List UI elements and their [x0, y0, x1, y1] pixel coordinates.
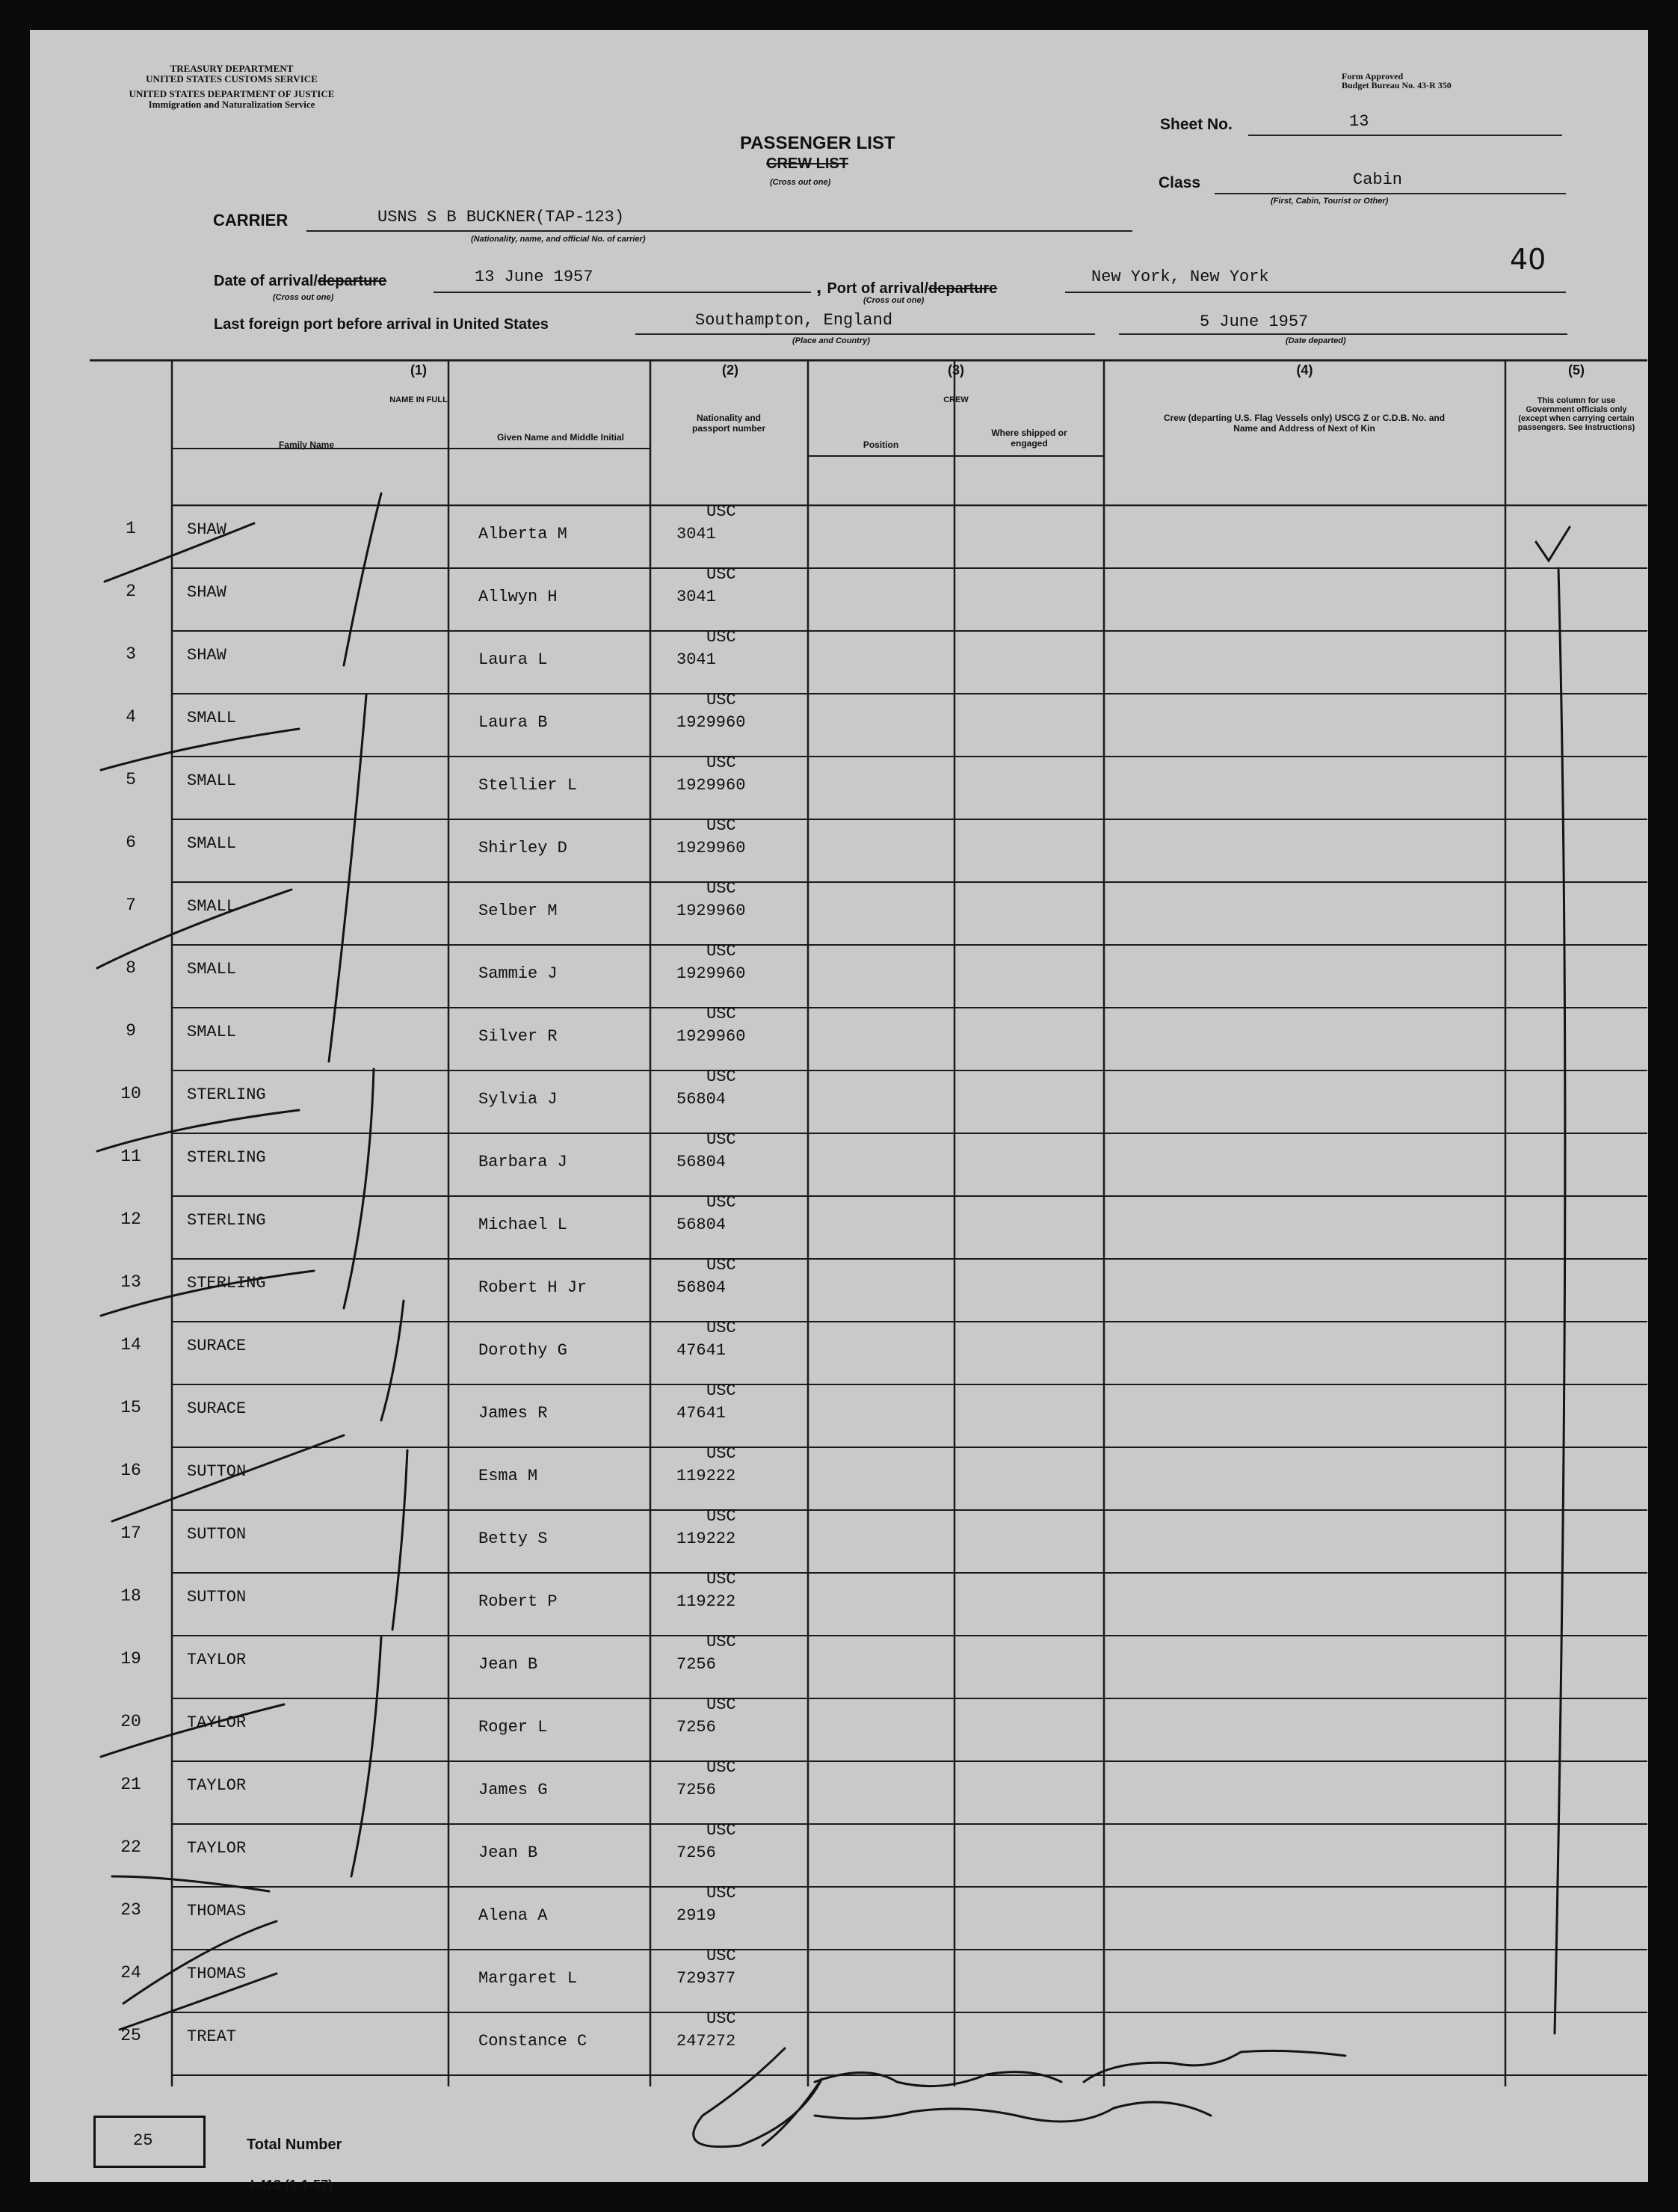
nationality: USC — [706, 1381, 736, 1400]
signature-stroke-1 — [694, 2048, 822, 2147]
passport-number: 2919 — [676, 1906, 716, 1925]
family-name: SMALL — [187, 1023, 237, 1041]
family-name: SURACE — [187, 1337, 247, 1355]
row-number: 17 — [120, 1524, 141, 1543]
family-name: SMALL — [187, 960, 237, 979]
passport-number: 56804 — [676, 1153, 727, 1171]
col-family-name: Family Name — [278, 440, 335, 450]
given-name: Sammie J — [478, 964, 558, 983]
family-name: SUTTON — [187, 1462, 247, 1481]
passport-number: 3041 — [676, 525, 716, 543]
tick-mark-14 — [101, 1271, 314, 1316]
last-port-label: Last foreign port before arrival in United States — [214, 316, 549, 333]
col2-number: (2) — [722, 363, 738, 378]
port-caption: (Cross out one) — [863, 296, 925, 305]
family-name: TAYLOR — [187, 1839, 247, 1858]
nationality: USC — [706, 1193, 736, 1212]
row-number: 15 — [120, 1398, 141, 1417]
given-name: Betty S — [478, 1529, 548, 1548]
family-name: SMALL — [187, 771, 237, 790]
given-name: Constance C — [478, 2032, 587, 2051]
passport-number: 47641 — [676, 1341, 727, 1360]
family-name: STERLING — [187, 1274, 266, 1293]
col5-vertical-line — [1555, 568, 1565, 2033]
col5-sub: This column for use Government officials only (except when carrying certain passengers. See Instructions) — [1517, 396, 1635, 432]
row-number: 13 — [120, 1272, 141, 1292]
agency-line-2: UNITED STATES CUSTOMS SERVICE — [146, 73, 318, 84]
col-position: Position — [863, 440, 899, 450]
given-name: Laura L — [478, 650, 548, 669]
given-name: Dorothy G — [478, 1341, 567, 1360]
nationality: USC — [706, 628, 736, 647]
form-title-struck: CREW LIST — [766, 155, 848, 172]
row-number: 8 — [126, 958, 136, 978]
given-name: Alena A — [478, 1906, 548, 1925]
family-name: SURACE — [187, 1399, 247, 1418]
tick-mark-16 — [112, 1435, 344, 1521]
form-number: I-418 (1-1-57) — [250, 2178, 333, 2193]
nationality: USC — [706, 2009, 736, 2028]
passport-number: 56804 — [676, 1278, 727, 1297]
carrier-value: USNS S B BUCKNER(TAP-123) — [377, 208, 625, 227]
passenger-list-form — [30, 30, 1648, 2193]
nationality: USC — [706, 1821, 736, 1840]
row-number: 20 — [120, 1712, 141, 1731]
nationality: USC — [706, 1068, 736, 1086]
family-name: SMALL — [187, 709, 237, 727]
passport-number: 7256 — [676, 1718, 716, 1737]
check-mark — [1536, 527, 1570, 561]
nationality: USC — [706, 1633, 736, 1651]
nationality: USC — [706, 565, 736, 584]
family-name: SUTTON — [187, 1588, 247, 1606]
tick-mark-25 — [120, 1974, 277, 2030]
row-number: 3 — [126, 644, 136, 664]
family-name: SUTTON — [187, 1525, 247, 1544]
family-name: THOMAS — [187, 1902, 247, 1920]
row-number: 2 — [126, 582, 136, 601]
given-name: Stellier L — [478, 776, 578, 795]
tick-mark-23 — [112, 1876, 269, 1891]
col4-sub: Crew (departing U.S. Flag Vessels only) USCG Z or C.D.B. No. and Name and Address of Next of Kin — [1163, 413, 1446, 434]
passport-number: 3041 — [676, 650, 716, 669]
agency-line-1: TREASURY DEPARTMENT — [170, 63, 294, 74]
nationality: USC — [706, 1884, 736, 1903]
col3-number: (3) — [948, 363, 964, 378]
given-name: Robert P — [478, 1592, 558, 1611]
row-number: 6 — [126, 833, 136, 852]
nationality: USC — [706, 1947, 736, 1965]
nationality: USC — [706, 879, 736, 898]
row-number: 4 — [126, 707, 136, 727]
nationality: USC — [706, 1507, 736, 1526]
passport-number: 1929960 — [676, 902, 746, 920]
row-number: 18 — [120, 1586, 141, 1606]
given-name: Silver R — [478, 1027, 558, 1046]
bracket-small — [329, 695, 366, 1062]
bracket-shaw — [344, 493, 381, 665]
total-value: 25 — [133, 2131, 153, 2150]
col1-number: (1) — [410, 363, 427, 378]
given-name: Jean B — [478, 1655, 538, 1674]
date-departed-caption: (Date departed) — [1286, 336, 1346, 345]
passport-number: 1929960 — [676, 1027, 746, 1046]
last-port-caption: (Place and Country) — [792, 336, 870, 345]
row-number: 24 — [120, 1963, 141, 1983]
nationality: USC — [706, 1444, 736, 1463]
row-number: 9 — [126, 1021, 136, 1041]
handwritten-number: 40 — [1510, 243, 1546, 276]
family-name: TAYLOR — [187, 1713, 247, 1732]
given-name: James G — [478, 1781, 548, 1799]
col5-number: (5) — [1568, 363, 1585, 378]
bracket-sutton — [392, 1450, 407, 1630]
passport-number: 1929960 — [676, 713, 746, 732]
row-number: 22 — [120, 1837, 141, 1857]
tick-mark-2 — [105, 523, 254, 582]
family-name: STERLING — [187, 1148, 266, 1167]
passport-number: 729377 — [676, 1969, 736, 1988]
sheet-label: Sheet No. — [1160, 116, 1233, 133]
nationality: USC — [706, 1319, 736, 1337]
bracket-taylor — [351, 1637, 381, 1876]
date-departed: 5 June 1957 — [1200, 312, 1309, 331]
form-approved-line-2: Budget Bureau No. 43-R 350 — [1342, 80, 1452, 90]
given-name: Shirley D — [478, 839, 567, 857]
nationality: USC — [706, 754, 736, 772]
signature-stroke-3 — [1084, 2051, 1345, 2082]
class-caption: (First, Cabin, Tourist or Other) — [1271, 197, 1389, 206]
nationality: USC — [706, 1005, 736, 1023]
given-name: Margaret L — [478, 1969, 578, 1988]
given-name: Michael L — [478, 1216, 567, 1234]
given-name: Laura B — [478, 713, 548, 732]
family-name: SHAW — [187, 583, 226, 602]
passport-number: 47641 — [676, 1404, 727, 1423]
carrier-caption: (Nationality, name, and official No. of carrier) — [471, 235, 646, 244]
last-port-value: Southampton, England — [695, 311, 893, 330]
given-name: James R — [478, 1404, 548, 1423]
family-name: SMALL — [187, 834, 237, 853]
given-name: Selber M — [478, 902, 558, 920]
tick-mark-5 — [101, 729, 299, 770]
family-name: SMALL — [187, 897, 237, 916]
agency-line-3: UNITED STATES DEPARTMENT OF JUSTICE — [129, 88, 335, 99]
col3-sub: CREW — [943, 395, 969, 404]
passport-number: 3041 — [676, 588, 716, 606]
passport-number: 7256 — [676, 1655, 716, 1674]
bracket-surace — [381, 1301, 404, 1420]
row-number: 19 — [120, 1649, 141, 1669]
nationality: USC — [706, 1570, 736, 1589]
nationality: USC — [706, 816, 736, 835]
col1-sub: NAME IN FULL — [389, 395, 448, 404]
nationality: USC — [706, 1130, 736, 1149]
family-name: SHAW — [187, 646, 226, 665]
row-number: 21 — [120, 1775, 141, 1794]
col2-sub: Nationality and passport number — [691, 413, 765, 434]
row-number: 1 — [126, 519, 136, 538]
col-where-shipped: Where shipped or engaged — [991, 428, 1067, 449]
family-name: STERLING — [187, 1085, 266, 1104]
tick-mark-20 — [101, 1704, 284, 1757]
nationality: USC — [706, 1758, 736, 1777]
row-number: 5 — [126, 770, 136, 789]
tick-mark-24 — [123, 1921, 277, 2003]
bracket-sterling — [344, 1069, 374, 1308]
port-label-text: Port of arrival/ — [827, 280, 929, 297]
family-name: TAYLOR — [187, 1776, 247, 1795]
form-approved-line-1: Form Approved — [1342, 71, 1404, 81]
tick-mark-7 — [97, 890, 292, 968]
form-title: PASSENGER LIST — [740, 133, 895, 153]
row-number: 11 — [120, 1147, 141, 1166]
passport-number: 7256 — [676, 1781, 716, 1799]
given-name: Roger L — [478, 1718, 548, 1737]
nationality: USC — [706, 691, 736, 709]
date-label-struck: departure — [317, 273, 387, 289]
given-name: Esma M — [478, 1467, 538, 1485]
nationality: USC — [706, 1256, 736, 1275]
passport-number: 119222 — [676, 1467, 736, 1485]
tick-mark-11 — [97, 1110, 299, 1151]
passport-number: 1929960 — [676, 839, 746, 857]
passport-number: 247272 — [676, 2032, 736, 2051]
family-name: TAYLOR — [187, 1651, 247, 1669]
signature-stroke-2 — [815, 2072, 1061, 2086]
nationality: USC — [706, 1695, 736, 1714]
nationality: USC — [706, 942, 736, 961]
row-number: 12 — [120, 1210, 141, 1229]
given-name: Barbara J — [478, 1153, 567, 1171]
cross-out-caption: (Cross out one) — [770, 178, 831, 187]
passport-number: 119222 — [676, 1592, 736, 1611]
family-name: SHAW — [187, 520, 226, 539]
passport-number: 1929960 — [676, 776, 746, 795]
row-number: 14 — [120, 1335, 141, 1355]
total-label: Total Number — [247, 2136, 342, 2153]
handwritten-marks — [30, 30, 1648, 2182]
arrival-date: 13 June 1957 — [475, 268, 593, 286]
given-name: Jean B — [478, 1843, 538, 1862]
row-number: 23 — [120, 1900, 141, 1920]
col4-number: (4) — [1296, 363, 1313, 378]
given-name: Robert H Jr — [478, 1278, 587, 1297]
row-number: 10 — [120, 1084, 141, 1103]
carrier-label: CARRIER — [213, 211, 289, 229]
passport-number: 119222 — [676, 1529, 736, 1548]
passport-number: 56804 — [676, 1090, 727, 1109]
port-of-arrival: New York, New York — [1091, 268, 1269, 286]
agency-line-4: Immigration and Naturalization Service — [148, 99, 315, 110]
col-given-name: Given Name and Middle Initial — [496, 432, 625, 443]
sheet-number: 13 — [1349, 112, 1369, 131]
row-number: 7 — [126, 896, 136, 915]
family-name: TREAT — [187, 2027, 237, 2046]
row-number: 25 — [120, 2026, 141, 2045]
signature-stroke-4 — [815, 2102, 1211, 2122]
family-name: STERLING — [187, 1211, 266, 1230]
port-label: , Port of arrival/departure — [816, 275, 998, 298]
family-name: THOMAS — [187, 1965, 247, 1983]
passport-number: 1929960 — [676, 964, 746, 983]
nationality: USC — [706, 502, 736, 521]
date-caption: (Cross out one) — [273, 293, 334, 302]
row-number: 16 — [120, 1461, 141, 1480]
passport-number: 56804 — [676, 1216, 727, 1234]
date-label-text: Date of arrival/ — [214, 273, 318, 289]
given-name: Alberta M — [478, 525, 567, 543]
passport-number: 7256 — [676, 1843, 716, 1862]
port-label-struck: departure — [928, 280, 998, 297]
given-name: Allwyn H — [478, 588, 558, 606]
class-value: Cabin — [1353, 170, 1403, 189]
given-name: Sylvia J — [478, 1090, 558, 1109]
class-label: Class — [1159, 174, 1201, 191]
